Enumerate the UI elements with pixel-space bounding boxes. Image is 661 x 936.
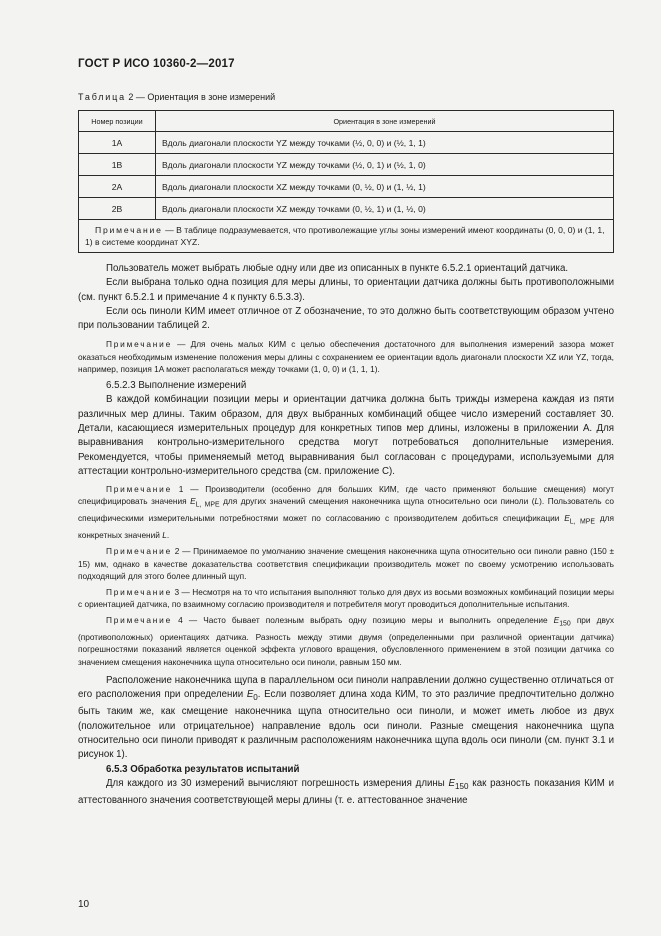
note-text: — Производители (особенно для больших КИМ, где часто применяют большие смещения) могут специфицировать значения — [78, 484, 614, 507]
symbol: E — [553, 615, 560, 626]
orientation-cell: Вдоль диагонали плоскости XZ между точками (0, ½, 0) и (1, ½, 1) — [156, 176, 614, 198]
table-header-row — [79, 111, 614, 132]
symbol: L — [534, 496, 540, 507]
document-header: ГОСТ Р ИСО 10360-2—2017 — [78, 58, 235, 70]
paragraph: В каждой комбинации позиции меры и ориентации датчика должна быть трижды измерена каждая из пяти различных мер длины. Таким образом, для двух выбранных комбинаций общее число измерений составляет 30. Детали, касающиеся измерительных процедур для конкретных типов мер длины, изложены в приложении A. Для выравнивания контрольно-измерительного средства могут потребоваться дополнительные измерения. Рекомендуется, чтобы применяемый метод выравнивания был согласован с процедурами, используемыми для аттестации контрольно-измерительного средства (см. приложение C). — [78, 394, 614, 477]
note-number: 4 — [172, 615, 183, 626]
note — [78, 483, 614, 541]
table-note-label: Примечание — [95, 225, 163, 235]
note-label: Примечание — [106, 615, 173, 626]
subscript: 0 — [253, 693, 258, 703]
table-note-text: — В таблице подразумевается, что противолежащие углы зоны измерений имеют координаты (0, 0, 0) и (1, 1, 1) в системе координат XYZ. — [85, 225, 605, 247]
table-note-row — [79, 220, 614, 253]
orientation-cell: Вдоль диагонали плоскости YZ между точками (½, 0, 0) и (½, 1, 1) — [156, 132, 614, 154]
paragraph-text: . Если позволяет длина хода КИМ, то это различие предпочтительно должно быть таким же, как смещение наконечника щупа относительно оси пиноли, и может иметь любое из двух (положительное или отрицательное) направление вдоль оси пиноли. Разные смещения наконечника щупа относительно оси пиноли приводят к различным расположениям наконечника щупа вдоль оси пиноли (см. пункт 3.1 и рисунок 1). — [78, 689, 614, 761]
paragraph-text: Расположение наконечника щупа в параллельном оси пиноли направлении должно существенно отличаться от его расположения при определении — [78, 674, 614, 701]
table-row — [79, 198, 614, 220]
table-row — [79, 154, 614, 176]
note-text: — Для очень малых КИМ с целью обеспечения достаточного для выполнения измерений зазора может оказаться необходимым изменение положения меры длины с сохранением ее ориентации вдоль диагонали плоскости XZ или YZ, тогда, например, позиция 1A может располагаться между точками (1, 0, 0) и (1, 1, 1). — [78, 339, 614, 374]
note — [78, 586, 614, 610]
orientation-cell: Вдоль диагонали плоскости XZ между точками (0, ½, 1) и (1, ½, 0) — [156, 198, 614, 220]
paragraph-text: как разность показания КИМ и аттестованного значения соответствующей меры длины (т. е. аттестованное значение — [78, 777, 614, 807]
symbol: L — [162, 530, 167, 541]
position-cell: 1A — [79, 132, 156, 154]
subscript: L, MPE — [569, 518, 595, 526]
table-caption — [78, 92, 275, 102]
symbol: E — [448, 777, 455, 789]
symbol: E — [564, 513, 570, 524]
table-caption-text: 2 — Ориентация в зоне измерений — [125, 92, 276, 102]
position-cell: 1B — [79, 154, 156, 176]
note-text: — Принимаемое по умолчанию значение смещения наконечника щупа относительно оси пиноли равно (150 ± 15) мм, однако в качестве доказательства соответствия спецификации производитель может по своему усмотрению использовать подходящий для этого более длинный щуп. — [78, 546, 614, 581]
table-caption-label: Таблица — [78, 92, 126, 102]
note — [78, 614, 614, 667]
note-text: для других значений смещения наконечника щупа относительно оси пиноли ( — [219, 496, 535, 507]
paragraph: Если выбрана только одна позиция для меры длины, то ориентации датчика должны быть противоположными (см. пункт 6.5.2.1 и примечание 4 к пункту 6.5.3.3). — [78, 277, 614, 303]
symbol: E — [190, 496, 196, 507]
subscript: L, MPE — [195, 502, 220, 510]
note-text: при двух (противоположных) ориентациях датчика. Разность между этими двумя (определенными при различной ориентации датчика) погрешностями показаний является оценкой эффекта углового вращения, обусловленного применением в этой позиции датчика со значением смещения наконечника щупа относительно оси пиноли, равным 150 мм. — [78, 615, 615, 667]
position-cell: 2B — [79, 198, 156, 220]
header-position: Номер позиции — [79, 111, 156, 132]
note-label: Примечание — [106, 546, 173, 557]
table-row — [79, 132, 614, 154]
orientation-cell: Вдоль диагонали плоскости YZ между точками (½, 0, 1) и (½, 1, 0) — [156, 154, 614, 176]
note-number: 3 — [172, 586, 180, 597]
table-note — [79, 220, 614, 253]
paragraph-text: Для каждого из 30 измерений вычисляют погрешность измерения длины — [106, 777, 449, 789]
paragraph — [78, 777, 614, 809]
note-label: Примечание — [106, 586, 173, 597]
table-row — [79, 176, 614, 198]
paragraph: Пользователь может выбрать любые одну или две из описанных в пункте 6.5.2.1 ориентаций датчика. — [106, 263, 569, 274]
page-number: 10 — [78, 899, 90, 910]
note-number: 2 — [172, 546, 180, 557]
orientation-table — [78, 110, 614, 253]
header-orientation: Ориентация в зоне измерений — [156, 111, 614, 132]
subscript: 150 — [454, 781, 469, 791]
note-text: — Несмотря на то что испытания выполняют только для двух из восьми возможных комбинаций позиции меры с ориентацией датчика, по взаимному согласию производителя и потребителя могут проводиться дополнительные испытания. — [78, 586, 614, 610]
note-text: . — [166, 530, 170, 541]
paragraph: Если ось пиноли КИМ имеет отличное от Z обозначение, то это должно быть соответствующим образом учтено при пользовании таблицей 2. — [78, 305, 614, 332]
note-number: 1 — [172, 484, 184, 495]
body-text-block — [78, 262, 614, 808]
note-label: Примечание — [106, 339, 173, 350]
note — [78, 338, 614, 375]
section-heading: 6.5.3 Обработка результатов испытаний — [106, 763, 300, 775]
note-text: для конкретных значений — [78, 513, 614, 541]
subscript: 150 — [559, 620, 571, 628]
note-label: Примечание — [106, 484, 173, 495]
paragraph — [78, 674, 614, 763]
note-text: — Часто бывает полезным выбрать одну позицию меры и выполнить определение — [182, 615, 554, 626]
symbol: E — [246, 689, 254, 701]
position-cell: 2A — [79, 176, 156, 198]
section-heading: 6.5.2.3 Выполнение измерений — [106, 380, 247, 392]
note — [78, 545, 614, 582]
note-text: ). Пользователь со специфическими измерительными потребностями может по согласованию с производителем добиться спецификации — [78, 496, 614, 524]
